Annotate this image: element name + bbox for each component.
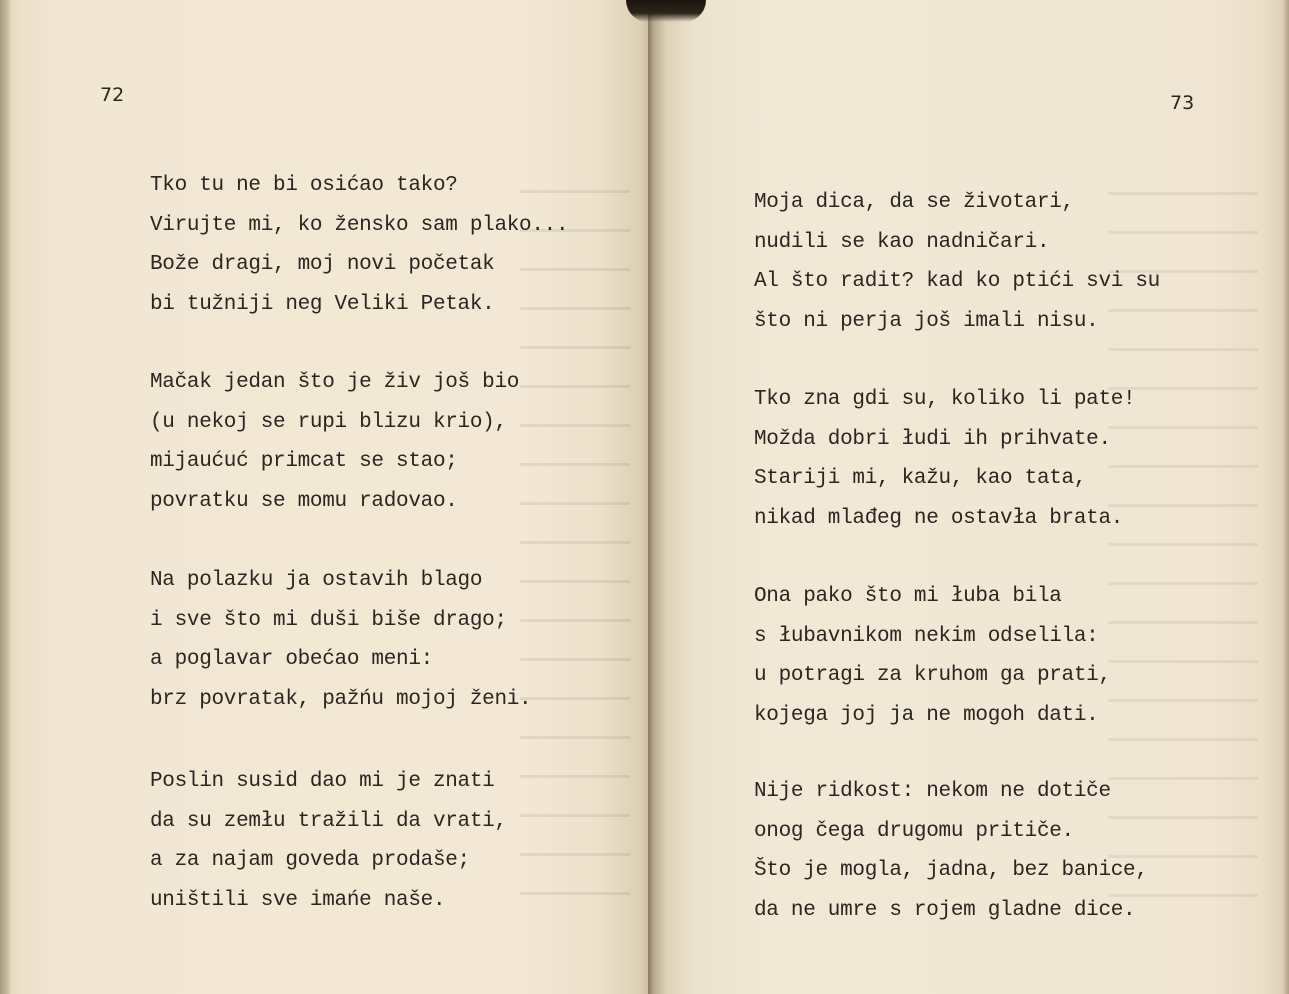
page-number-left: 72 xyxy=(100,84,125,106)
verse-line: Moja dica, da se životari, xyxy=(754,191,1074,214)
verse-line: mijaućuć primcat se stao; xyxy=(150,450,458,473)
verse-line: Nije ridkost: nekom ne dotiče xyxy=(754,780,1111,803)
verse-line: u potragi za kruhom ga prati, xyxy=(754,664,1111,687)
right-page xyxy=(648,0,1289,994)
verse-line: Mačak jedan što je živ još bio xyxy=(150,371,520,394)
stanza xyxy=(754,183,1160,341)
stanza xyxy=(754,577,1111,735)
page-edge-right xyxy=(1283,0,1289,994)
page-edge-left xyxy=(0,0,10,994)
verse-line: nikad mlađeg ne ostavła brata. xyxy=(754,506,1124,530)
verse-line: Poslin susid dao mi je znati xyxy=(150,770,495,793)
verse-line: (u nekoj se rupi blizu krio), xyxy=(150,410,507,434)
verse-line: povratku se momu radovao. xyxy=(150,489,458,513)
verse-line: nudili se kao nadničari. xyxy=(754,230,1050,254)
book-spine-shadow xyxy=(626,0,706,22)
verse-line: Možda dobri łudi ih prihvate. xyxy=(754,427,1111,451)
verse-line: kojega joj ja ne mogoh dati. xyxy=(754,703,1099,727)
verse-line: Stariji mi, kažu, kao tata, xyxy=(754,467,1087,490)
verse-line: da su zemłu tražili da vrati, xyxy=(150,809,507,833)
verse-line: Tko tu ne bi osićao tako? xyxy=(150,174,458,197)
page-number-right: 73 xyxy=(1170,92,1195,114)
verse-line: Al što radit? kad ko ptići svi su xyxy=(754,270,1160,293)
verse-line: brz povratak, pažńu mojoj ženi. xyxy=(150,687,532,711)
verse-line: onog čega drugomu pritiče. xyxy=(754,819,1074,843)
verse-line: a poglavar obećao meni: xyxy=(150,648,433,671)
verse-line: Na polazku ja ostavih blago xyxy=(150,569,483,592)
stanza xyxy=(150,363,519,521)
verse-line: što ni perja još imali nisu. xyxy=(754,309,1099,333)
stanza xyxy=(150,561,531,719)
stanza xyxy=(754,380,1135,538)
verse-line: i sve što mi duši biše drago; xyxy=(150,608,507,632)
verse-line: Bože dragi, moj novi početak xyxy=(150,253,495,276)
verse-line: a za najam goveda prodaše; xyxy=(150,849,470,872)
verse-line: Virujte mi, ko žensko sam plako... xyxy=(150,213,569,237)
verse-line: s łubavnikom nekim odselila: xyxy=(754,624,1099,648)
verse-line: Ona pako što mi łuba bila xyxy=(754,585,1062,608)
stanza xyxy=(754,772,1148,930)
verse-line: Tko zna gdi su, koliko li pate! xyxy=(754,388,1136,411)
verse-line: uništili sve imańe naše. xyxy=(150,888,446,912)
verse-line: Što je mogla, jadna, bez banice, xyxy=(754,859,1148,882)
stanza xyxy=(150,166,568,324)
stanza xyxy=(150,762,507,920)
verse-line: bi tužniji neg Veliki Petak. xyxy=(150,292,495,316)
verse-line: da ne umre s rojem gladne dice. xyxy=(754,898,1136,922)
